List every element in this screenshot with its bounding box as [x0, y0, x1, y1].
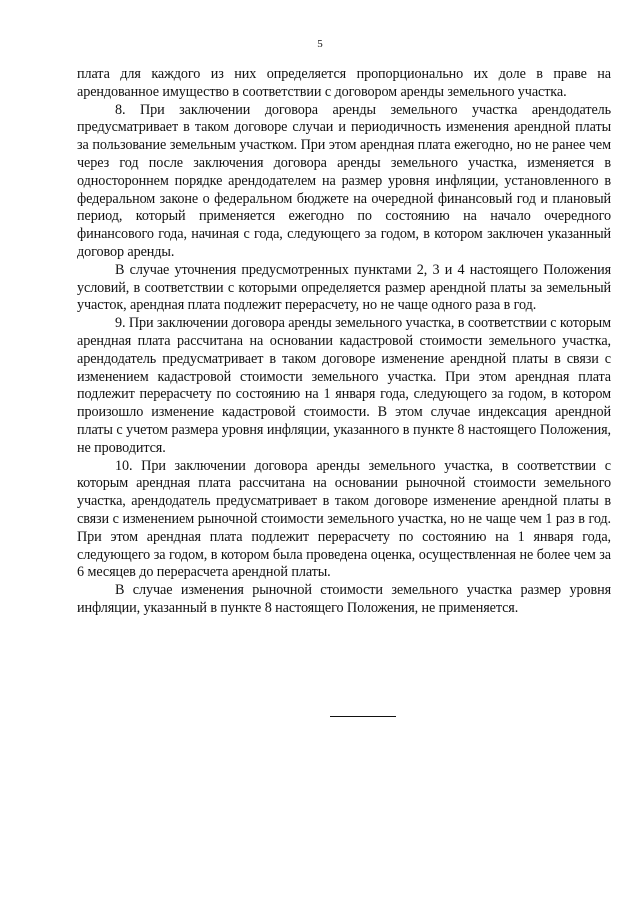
document-body — [77, 66, 611, 618]
paragraph-item-8-clarification: В случае уточнения предусмотренных пунктами 2, 3 и 4 настоящего Положения условий, в соответствии с которыми определяется размер арендной платы за земельный участок, арендная плата подлежит перерасчету, но не чаще одного раза в год. — [77, 261, 611, 314]
end-of-document-rule — [330, 716, 396, 717]
paragraph-item-10: 10. При заключении договора аренды земельного участка, в соответствии с которым арендная плата рассчитана на основании рыночной стоимости земельного участка, арендодатель предусматривает в таком договоре изменение арендной платы в связи с изменением рыночной стоимости земельного участка, но не чаще чем 1 раз в год. При этом арендная плата подлежит перерасчету по состоянию на 1 января года, следующего за годом, в котором была проведена оценка, осуществленная не более чем за 6 месяцев до перерасчета арендной платы. — [77, 457, 611, 581]
paragraph-item-8: 8. При заключении договора аренды земельного участка арендодатель предусматривает в таком договоре случаи и периодичность изменения арендной платы за пользование земельным участком. При этом арендная плата ежегодно, но не ранее чем через год после заключения договора аренды земельного участка, изменяется в одностороннем порядке арендодателем на размер уровня инфляции, установленного в федеральном законе о федеральном бюджете на очередной финансовый год и плановый период, который применяется ежегодно по состоянию на начало очередного финансового года, начиная с года, следующего за годом, в котором заключен указанный договор аренды. — [77, 101, 611, 260]
paragraph-item-9: 9. При заключении договора аренды земельного участка, в соответствии с которым арендная плата рассчитана на основании кадастровой стоимости земельного участка, арендодатель предусматривает в таком договоре изменение арендной платы в связи с изменением кадастровой стоимости земельного участка. При этом арендная плата подлежит перерасчету по состоянию на 1 января года, следующего за годом, в котором произошло изменение кадастровой стоимости. В этом случае индексация арендной платы с учетом размера уровня инфляции, указанного в пункте 8 настоящего Положения, не проводится. — [77, 315, 611, 456]
paragraph-continuation: плата для каждого из них определяется пропорционально их доле в праве на арендованное имущество в соответствии с договором аренды земельного участка. — [77, 66, 611, 100]
page-number: 5 — [317, 38, 323, 50]
paragraph-item-10-market-value: В случае изменения рыночной стоимости земельного участка размер уровня инфляции, указанный в пункте 8 настоящего Положения, не применяется. — [77, 582, 611, 616]
